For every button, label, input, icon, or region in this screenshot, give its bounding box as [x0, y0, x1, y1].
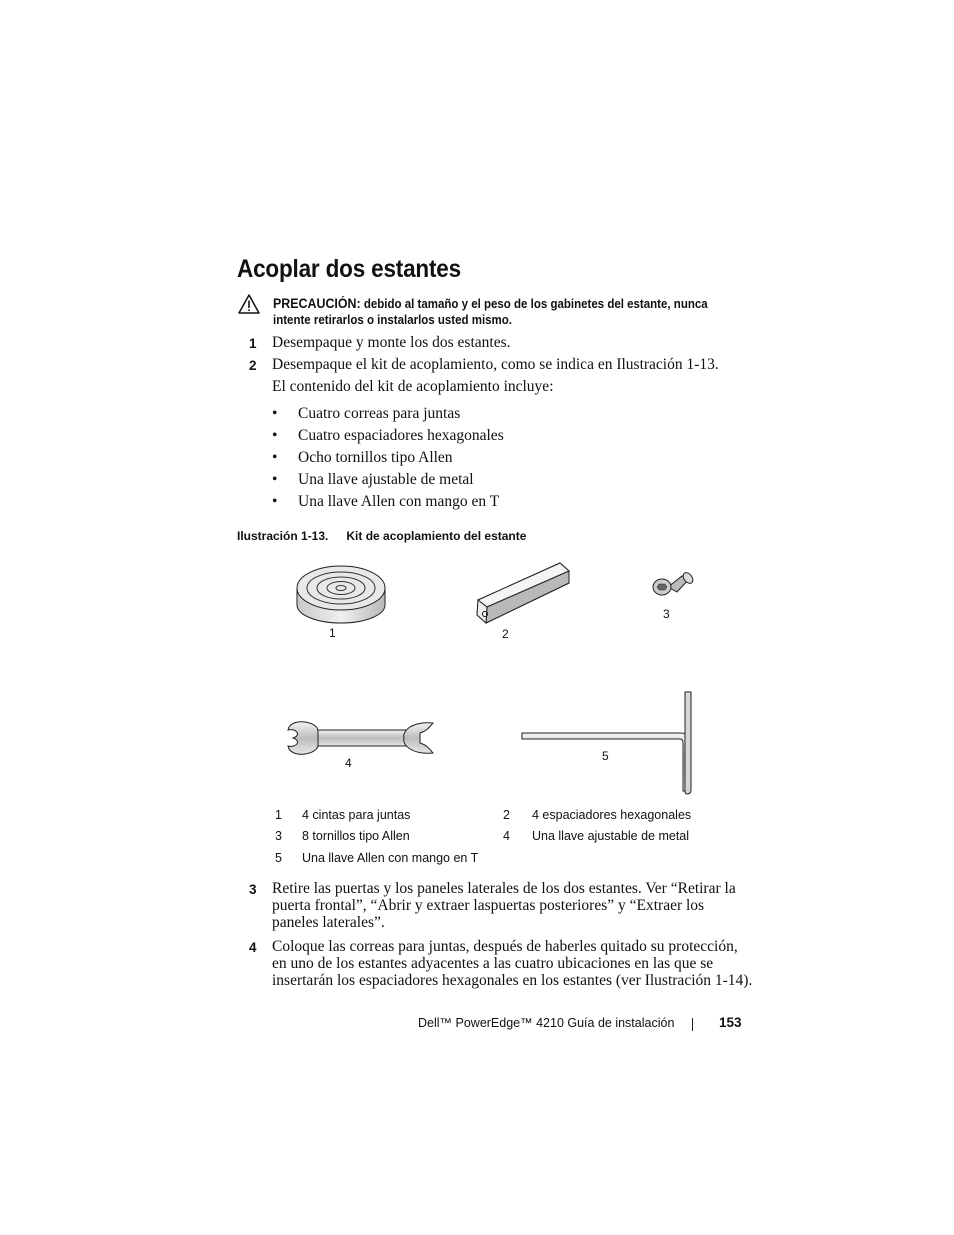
docking-kit-illustration: [230, 555, 730, 805]
footer-document-title: Dell™ PowerEdge™ 4210 Guía de instalación: [418, 1016, 675, 1030]
step-text: Desempaque y monte los dos estantes.: [272, 334, 511, 351]
step-text: Desempaque el kit de acoplamiento, como se indica en Ilustración 1-13.: [272, 356, 719, 373]
step-number: 4: [249, 940, 257, 955]
t-handle-allen-key-icon: [522, 692, 691, 794]
figure-title: Kit de acoplamiento del estante: [346, 529, 527, 543]
step-number: 3: [249, 882, 257, 897]
step-number: 2: [249, 358, 257, 373]
step-text: paneles laterales”.: [272, 914, 385, 931]
step-text: en uno de los estantes adyacentes a las cuatro ubicaciones en las que se: [272, 955, 714, 972]
legend-text: 4 espaciadores hexagonales: [532, 808, 692, 822]
legend-num: 1: [275, 808, 282, 822]
figure-caption: [237, 529, 526, 543]
warning-triangle-icon: [238, 294, 260, 314]
caution-text-line2: intente retirarlos o instalarlos usted mismo.: [273, 313, 513, 327]
hex-standoff-icon: [477, 563, 569, 623]
page-title: Acoplar dos estantes: [237, 255, 461, 283]
callout-2: 2: [502, 627, 509, 641]
gasket-tape-roll-icon: [297, 566, 385, 623]
legend-num: 4: [503, 829, 510, 843]
step-text: El contenido del kit de acoplamiento incluye:: [272, 378, 554, 395]
bullet-marker: •: [272, 471, 278, 488]
step-text: puerta frontal”, “Abrir y extraer laspuertas posteriores” y “Extraer los: [272, 897, 705, 914]
bullet-marker: •: [272, 449, 278, 466]
step-text: insertarán los espaciadores hexagonales en los estantes (ver Ilustración 1-14).: [272, 972, 753, 989]
callout-5: 5: [602, 749, 609, 763]
legend-text: Una llave Allen con mango en T: [302, 851, 479, 865]
wrench-icon: [288, 722, 433, 754]
list-item: Cuatro espaciadores hexagonales: [298, 427, 504, 444]
figure-number: Ilustración 1-13.: [237, 529, 329, 543]
step-number: 1: [249, 336, 257, 351]
footer-separator: [692, 1018, 693, 1031]
list-item: Una llave Allen con mango en T: [298, 493, 500, 510]
legend-num: 2: [503, 808, 510, 822]
callout-3: 3: [663, 607, 670, 621]
legend-text: 8 tornillos tipo Allen: [302, 829, 410, 843]
legend-text: Una llave ajustable de metal: [532, 829, 690, 843]
bullet-marker: •: [272, 493, 278, 510]
caution-text-line1: debido al tamaño y el peso de los gabinetes del estante, nunca: [363, 297, 708, 311]
bullet-marker: •: [272, 405, 278, 422]
bullet-marker: •: [272, 427, 278, 444]
caution-note: [273, 296, 751, 328]
list-item: Una llave ajustable de metal: [298, 471, 474, 488]
legend-num: 5: [275, 851, 282, 865]
step-text: Coloque las correas para juntas, después de haberles quitado su protección,: [272, 938, 738, 955]
caution-label: PRECAUCIÓN:: [273, 296, 361, 311]
list-item: Ocho tornillos tipo Allen: [298, 449, 453, 466]
legend-num: 3: [275, 829, 282, 843]
page-number: 153: [719, 1015, 742, 1030]
callout-1: 1: [329, 626, 336, 640]
allen-screw-icon: [653, 571, 695, 595]
legend-text: 4 cintas para juntas: [302, 808, 411, 822]
list-item: Cuatro correas para juntas: [298, 405, 461, 422]
callout-4: 4: [345, 756, 352, 770]
step-text: Retire las puertas y los paneles laterales de los dos estantes. Ver “Retirar la: [272, 880, 736, 897]
